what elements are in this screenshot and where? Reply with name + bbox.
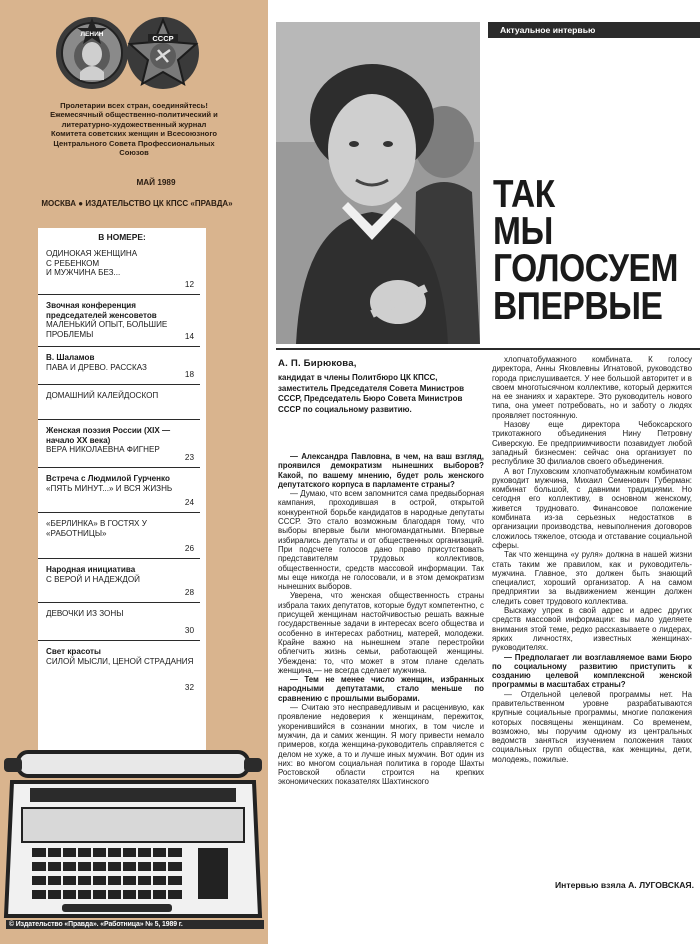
article-paragraph: Уверена, что женская общественность страны избрала таких депутатов, которые будут компетентно, с присущей женщинам настойчивостью решать важные государственные задачи в интересах всего общества и особенно в интересах работниц, матерей, молодежи. Крайне важно на нынешнем этапе перестройки облегчить жизнь семьи, работающей женщины. Убеждена: то, что может в этом плане сделать женщина,— не всегда сделает мужчина.	[278, 591, 484, 675]
toc-list	[38, 243, 206, 697]
article-paragraph: А вот Глуховским хлопчатобумажным комбинатом руководит мужчина, Михаил Семенович Губерман: комбинат большой, с давними традициями. Но сегодня его коллективу, в основном женскому, живется трудновато. Финансовое положение комбината из-за серьезных недостатков в организации производства, невыполнения договоров сложилось тяжелое, отсюда и отставание социальной сферы.	[492, 466, 692, 550]
toc-item	[38, 559, 200, 603]
article-paragraph: — Считаю это несправедливым и расценивую, как проявление недоверия к женщинам, пережиток, укоренившийся в сознании многих, в том числе и мужчин, да и самих женщин. Я могу привести немало примеров, когда женщина-руководитель справляется с делом не хуже, а то и лучше иных мужчин. Вот один из них: во многом социальная политика в городе Шахты Ростовской области строится на крепких экономических показателях Шахтинского	[278, 703, 484, 787]
article-paragraph: хлопчатобумажного комбината. К голосу директора, Анны Яковлевны Игнатовой, руководство города прислушивается. У нее большой авторитет и в своем многотысячном коллективе, который держится на ее знаниях и характере. Это руководитель нового типа, она умеет потребовать, но и заботу о людях проявляет постоянную.	[492, 355, 692, 420]
toc-item-text: С РЕБЕНКОМ	[46, 258, 100, 268]
portrait-photo	[276, 22, 480, 344]
toc-item-text: ВЕРА НИКОЛАЕВНА ФИГНЕР	[46, 445, 160, 455]
masthead-slogan: Пролетарии всех стран, соединяйтесь! Ежемесячный общественно-политический и литературно-художественный журнал Комитета советских женщин и Всесоюзного Центрального Совета Профессиональных Союзов	[50, 101, 218, 158]
toc-item-text: Звочная конференция председателей женсоветов	[46, 301, 157, 320]
article-column-left	[278, 452, 484, 787]
headline-line: ТАК	[493, 173, 555, 216]
interviewee-title: кандидат в члены Политбюро ЦК КПСС, заместитель Председателя Совета Министров СССР, Председатель Бюро Совета Министров СССР по социальному развитию.	[278, 373, 465, 414]
toc-item-text: ОДИНОКАЯ ЖЕНЩИНА	[46, 249, 138, 258]
toc-heading: В НОМЕРЕ:	[98, 232, 146, 242]
toc-item-text: Встреча с Людмилой Гурченко	[46, 474, 170, 483]
toc-item	[38, 603, 200, 641]
toc-item-text: «ПЯТЬ МИНУТ...» И ВСЯ ЖИЗНЬ	[46, 483, 173, 493]
headline-line: МЫ	[493, 210, 553, 254]
typewriter-illustration	[2, 746, 264, 930]
divider	[276, 348, 700, 350]
interviewee-name: А. П. Бирюкова,	[278, 358, 357, 369]
toc-page-number: 32	[184, 683, 194, 693]
article-paragraph: Так что женщина «у руля» должна в нашей жизни стать таким же правилом, как и руководитель-мужчина. Главное, это должен быть знающий специалист, хороший организатор. А на самом предприятии за выдвижением женщин должен следить совет трудового коллектива.	[492, 550, 692, 606]
publisher-line: МОСКВА ● ИЗДАТЕЛЬСТВО ЦК КПСС «ПРАВДА»	[41, 199, 233, 208]
order-medals	[52, 10, 202, 96]
publisher-imprint: © Издательство «Правда». «Работница» № 5, 1989 г.	[6, 920, 264, 929]
toc-page-number: 23	[184, 453, 194, 463]
toc-item	[38, 385, 200, 420]
toc-item-text: ДЕВОЧКИ ИЗ ЗОНЫ	[46, 609, 124, 618]
article-headline	[493, 173, 678, 328]
interview-question: — Тем не менее число женщин, избранных народными депутатами, стало меньше по сравнению с прошлыми выборами.	[278, 675, 484, 703]
article-paragraph: Назову еще директора Чебоксарского трикотажного объединения Нину Петровну Сиверскую. Ее предприимчивости позавидует любой западный бизнесмен: сейчас она организует по республике 30 филиалов своего объединения.	[492, 420, 692, 467]
issue-date: МАЙ 1989	[136, 178, 176, 187]
toc-item	[38, 347, 200, 385]
toc-item-text: «БЕРЛИНКА» В ГОСТЯХ У «РАБОТНИЦЫ»	[46, 519, 147, 538]
toc-item-text: В. Шаламов	[46, 353, 95, 362]
toc-page-number: 18	[184, 370, 194, 380]
table-of-contents	[38, 228, 206, 774]
toc-item	[38, 468, 200, 513]
toc-item	[38, 243, 200, 295]
interview-question: — Предполагает ли возглавляемое вами Бюро по социальному развитию приступить к созданию целевой комплексной женской программы в масштабах страны?	[492, 652, 692, 690]
ussr-order-icon	[127, 17, 199, 89]
rubric-label: Актуальное интервью	[488, 22, 700, 38]
ussr-label: СССР	[152, 34, 174, 43]
toc-page-number: 24	[184, 498, 194, 508]
toc-item-text: МАЛЕНЬКИЙ ОПЫТ, БОЛЬШИЕ ПРОБЛЕМЫ	[46, 320, 168, 339]
toc-page-number: 26	[184, 544, 194, 554]
toc-item	[38, 420, 200, 468]
toc-item-text: Женская поэзия России (XIX — начало XX века)	[46, 426, 171, 445]
toc-item	[38, 513, 200, 559]
toc-page-number: 14	[184, 332, 194, 342]
article-paragraph: — Отдельной целевой программы нет. На правительственном уровне разрабатываются крупные социальные программы, многие положения которых посвящены женщинам. Со временем, возможно, мы поручим одному из центральных ведомств заняться изучением положения таких социальных групп общества, как женщины, дети, молодежь, пожилые.	[492, 689, 692, 764]
toc-item-text: ДОМАШНИЙ КАЛЕЙДОСКОП	[46, 391, 159, 400]
article-paragraph: — Думаю, что всем запомнится сама предвыборная кампания, проходившая в острой, открытой конкурентной борьбе кандидатов в народные депутаты СССР. Это стало возможным благодаря тому, что выборы впервые были многомандатными. Впервые избирались депутаты и от общественных организаций. При подсчете голосов дано право присутствовать представителям трудовых коллективов, общественности, средств массовой информации. Так мы еще никогда не голосовали, и в этом демократизм нынешних выборов.	[278, 489, 484, 592]
article-column-right	[492, 355, 692, 764]
toc-item-text: Свет красоты	[46, 647, 101, 656]
toc-item-text: Народная инициатива	[46, 565, 136, 574]
headline-line: ВПЕРВЫЕ	[493, 284, 663, 328]
toc-page-number: 30	[184, 626, 194, 636]
toc-item	[38, 295, 200, 347]
masthead-column	[0, 0, 268, 944]
toc-item	[38, 641, 200, 697]
lenin-order-icon	[56, 17, 128, 89]
toc-item-text: СИЛОЙ МЫСЛИ, ЦЕНОЙ СТРАДАНИЯ	[46, 656, 194, 666]
toc-item-text: И МУЖЧИНА БЕЗ...	[46, 268, 121, 278]
toc-page-number: 12	[184, 280, 194, 290]
toc-item-text: ПАВА И ДРЕВО. РАССКАЗ	[46, 362, 147, 372]
article-paragraph: Выскажу упрек в свой адрес и адрес других средств массовой информации: вы мало уделяете внимания этой теме, редко рассказываете о лидерах, ярких личностях, известных женщинах-руководителях.	[492, 606, 692, 653]
toc-item-text: С ВЕРОЙ И НАДЕЖДОЙ	[46, 574, 140, 584]
interviewer-signoff: Интервью взяла А. ЛУГОВСКАЯ.	[555, 880, 694, 890]
lenin-label: ЛЕНИН	[80, 31, 104, 38]
toc-page-number: 28	[184, 588, 194, 598]
headline-line: ГОЛОСУЕМ	[493, 247, 678, 291]
interview-question: — Александра Павловна, в чем, на ваш взгляд, проявился демократизм нынешних выборов? Какой, по вашему мнению, будет роль женского депутатского корпуса в парламенте страны?	[278, 452, 484, 489]
